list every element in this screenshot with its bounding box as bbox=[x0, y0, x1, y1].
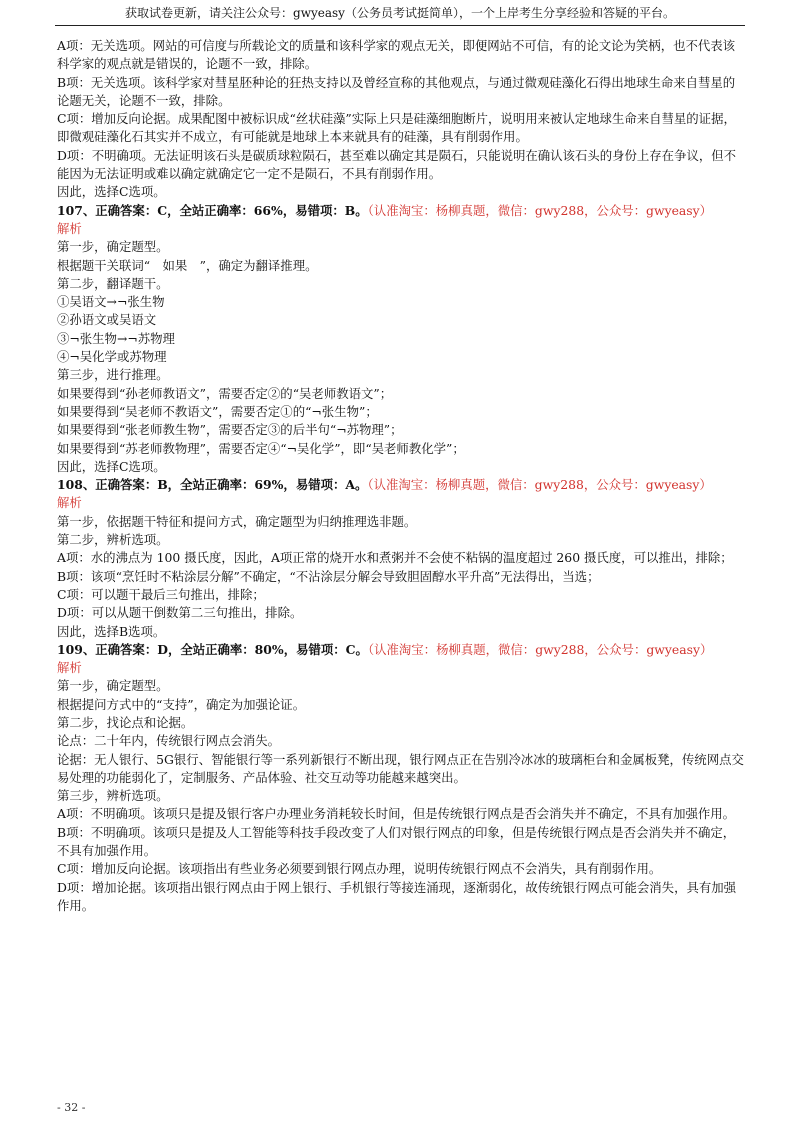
analysis-heading: 解析 bbox=[57, 660, 82, 676]
paragraph: 论点：二十年内，传统银行网点会消失。 bbox=[57, 733, 281, 749]
paragraph: 第一步，确定题型。 bbox=[57, 239, 169, 255]
paragraph: C项：增加反向论据。该项指出有些业务必须要到银行网点办理，说明传统银行网点不会消失，具有削弱作用。 bbox=[57, 861, 662, 877]
paragraph: ③¬张生物→¬苏物理 bbox=[57, 330, 175, 346]
paragraph: D项：增加论据。该项指出银行网点由于网上银行、手机银行等接连涌现，逐渐弱化，故传统银行网点可能会消失，具有加强作用。 bbox=[57, 879, 737, 913]
paragraph: 因此，选择B选项。 bbox=[57, 623, 166, 639]
paragraph: 根据提问方式中的“支持”，确定为加强论证。 bbox=[57, 696, 306, 712]
paragraph: ②孙语文或吴语文 bbox=[57, 312, 157, 328]
paragraph: 如果要得到“苏老师教物理”，需要否定④“¬吴化学”，即“吴老师教化学”； bbox=[57, 440, 465, 456]
paragraph: A项：无关选项。网站的可信度与所载论文的质量和该科学家的观点无关，即便网站不可信，有的论文论为笑柄，也不代表该科学家的观点就是错误的，论题不一致，排除。 bbox=[57, 38, 736, 72]
page-header bbox=[0, 0, 800, 26]
paragraph: 第一步，确定题型。 bbox=[57, 678, 169, 694]
answer-line bbox=[57, 641, 747, 659]
answer-line bbox=[57, 476, 747, 494]
header-rule bbox=[55, 25, 745, 26]
paragraph: B项：该项“烹饪时不粘涂层分解”不确定，“不沾涂层分解会导致胆固醇水平升高”无法得出，当选； bbox=[57, 568, 600, 584]
analysis-heading: 解析 bbox=[57, 220, 82, 236]
paragraph: D项：不明确项。无法证明该石头是碳质球粒陨石，甚至难以确定其是陨石，只能说明在确认该石头的身份上存在争议，但不能因为无法证明或难以确定就确定它一定不是陨石，不具有削弱作用。 bbox=[57, 147, 737, 182]
paragraph: 第二步，辨析选项。 bbox=[57, 532, 169, 548]
answer-summary: 108、正确答案：B，全站正确率：69%，易错项：A。 bbox=[57, 477, 368, 493]
paragraph: B项：无关选项。该科学家对彗星胚种论的狂热支持以及曾经宣称的其他观点，与通过微观硅藻化石得出地球生命来自彗星的论题无关，论题不一致，排除。 bbox=[57, 74, 736, 108]
paragraph: C项：可以题干最后三句推出，排除； bbox=[57, 586, 265, 602]
paragraph: 第三步，辨析选项。 bbox=[57, 788, 169, 804]
paragraph: A项：不明确项。该项只是提及银行客户办理业务消耗较长时间，但是传统银行网点是否会消失并不确定，不具有加强作用。 bbox=[57, 806, 736, 822]
paragraph: A项：水的沸点为 100 摄氏度，因此，A项正常的烧开水和煮粥并不会使不粘锅的温度超过 260 摄氏度，可以推出，排除； bbox=[57, 550, 733, 566]
paragraph: D项：可以从题干倒数第二三句推出，排除。 bbox=[57, 605, 303, 621]
paragraph: 因此，选择C选项。 bbox=[57, 458, 166, 474]
source-note: （认准淘宝：杨柳真题，微信：gwy288，公众号：gwyeasy） bbox=[367, 641, 713, 657]
paragraph: 如果要得到“吴老师不教语文”，需要否定①的“¬张生物”； bbox=[57, 403, 378, 419]
analysis-heading: 解析 bbox=[57, 495, 82, 511]
paragraph: 如果要得到“孙老师教语文”，需要否定②的“吴老师教语文”； bbox=[57, 385, 393, 401]
paragraph: 如果要得到“张老师教生物”，需要否定③的后半句“¬苏物理”； bbox=[57, 422, 403, 438]
answer-summary: 107、正确答案：C，全站正确率：66%，易错项：B。 bbox=[57, 202, 368, 218]
source-note: （认准淘宝：杨柳真题，微信：gwy288，公众号：gwyeasy） bbox=[367, 477, 712, 493]
header-text: 获取试卷更新，请关注公众号：gwyeasy（公务员考试挺简单），一个上岸考生分享经验和答疑的平台。 bbox=[125, 6, 675, 20]
paragraph: ④¬吴化学或苏物理 bbox=[57, 349, 167, 365]
answer-summary: 109、正确答案：D，全站正确率：80%，易错项：C。 bbox=[57, 641, 368, 657]
document-body bbox=[57, 37, 747, 915]
paragraph: C项：增加反向论据。成果配图中被标识成“丝状硅藻”实际上只是硅藻细胞断片，说明用来被认定地球生命来自彗星的证据，即微观硅藻化石其实并不成立，有可能就是地球上本来就具有的硅藻，具有削弱作用。 bbox=[57, 111, 736, 145]
paragraph: 因此，选择C选项。 bbox=[57, 184, 166, 200]
paragraph: 第三步，进行推理。 bbox=[57, 367, 169, 383]
answer-line bbox=[57, 202, 747, 220]
paragraph: 根据题干关联词“ 如果 ”，确定为翻译推理。 bbox=[57, 257, 318, 273]
page-number: - 32 - bbox=[57, 1101, 86, 1114]
paragraph: ①吴语文→¬张生物 bbox=[57, 294, 165, 310]
paragraph: 第二步，找论点和论据。 bbox=[57, 714, 194, 730]
paragraph: 论据：无人银行、5G银行、智能银行等一系列新银行不断出现，银行网点正在告别冷冰冰的玻璃柜台和金属板凳，传统网点交易处理的功能弱化了，定制服务、产品体验、社交互动等功能越来越突出。 bbox=[57, 751, 744, 785]
paragraph: 第一步，依据题干特征和提问方式，确定题型为归纳推理选非题。 bbox=[57, 513, 417, 529]
paragraph: 第二步，翻译题干。 bbox=[57, 275, 169, 291]
source-note: （认准淘宝：杨柳真题，微信：gwy288，公众号：gwyeasy） bbox=[367, 202, 713, 218]
paragraph: B项：不明确项。该项只是提及人工智能等科技手段改变了人们对银行网点的印象，但是传统银行网点是否会消失并不确定，不具有加强作用。 bbox=[57, 824, 736, 859]
